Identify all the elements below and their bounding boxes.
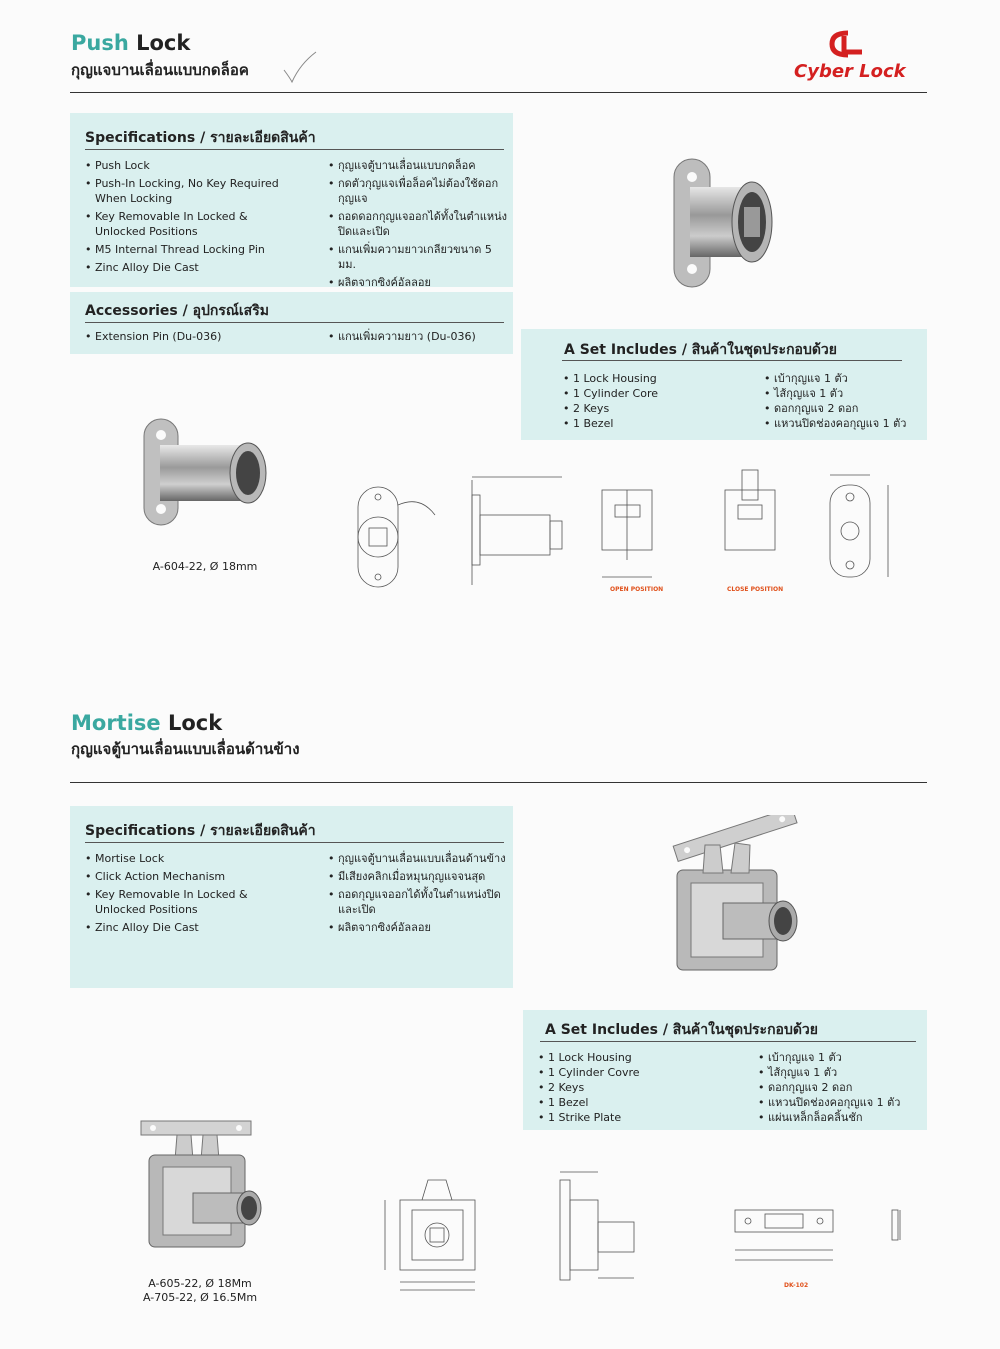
push-specs-title: Specifications / รายละเอียดสินค้า [85, 130, 316, 146]
mortise-lock-subtitle: กุญแจตู้บานเลื่อนแบบเลื่อนด้านข้าง [71, 740, 300, 758]
push-lock-subtitle: กุญแจบานเลื่อนแบบกดล็อค [71, 61, 249, 79]
list-item: • Push-In Locking, No Key Required When Locking [85, 176, 290, 206]
list-item: • 1 Strike Plate [538, 1110, 728, 1125]
cyber-lock-logo-icon [826, 30, 864, 60]
list-item: • ถอดดอกกุญแจออกได้ทั้งในตำแหน่งปิดและเปิด [328, 209, 508, 239]
list-item: • Zinc Alloy Die Cast [85, 920, 295, 935]
accessories-en-list [85, 329, 305, 347]
list-item: • กุญแจตู้บานเลื่อนแบบกดล็อค [328, 158, 508, 173]
header-divider [70, 92, 927, 93]
mortise-lock-technical-drawing [360, 1160, 925, 1300]
title-accent: Push [71, 31, 129, 55]
push-specs-en-list [85, 158, 290, 278]
list-item: • แหวนปิดช่องคอกุญแจ 1 ตัว [764, 416, 924, 431]
list-item: • 1 Bezel [538, 1095, 728, 1110]
list-item: • 1 Cylinder Covre [538, 1065, 728, 1080]
open-position-label: OPEN POSITION [610, 586, 664, 593]
close-position-label: CLOSE POSITION [727, 586, 784, 593]
list-item: • เบ้ากุญแจ 1 ตัว [758, 1050, 923, 1065]
accessories-title: Accessories / อุปกรณ์เสริม [85, 303, 269, 319]
list-item: • ไส้กุญแจ 1 ตัว [764, 386, 924, 401]
cyber-lock-logo-text: Cyber Lock [794, 61, 906, 82]
mortise-lock-title [71, 711, 222, 735]
push-specs-th-list [328, 158, 508, 293]
mortise-specs-title: Specifications / รายละเอียดสินค้า [85, 823, 316, 839]
list-item: • ถอดกุญแจออกได้ทั้งในตำแหน่งปิดและเปิด [328, 887, 508, 917]
list-item: • Click Action Mechanism [85, 869, 295, 884]
title-rest: Lock [160, 711, 223, 735]
mortise-caption-1: A-605-22, Ø 18Mm [148, 1277, 252, 1290]
list-item: • M5 Internal Thread Locking Pin [85, 242, 290, 257]
mortise-specs-en-list [85, 851, 295, 938]
push-set-th-list [764, 371, 924, 431]
list-item: • เบ้ากุญแจ 1 ตัว [764, 371, 924, 386]
list-item: • แกนเพิ่มความยาวเกลียวขนาด 5 มม. [328, 242, 508, 272]
list-item: • Key Removable In Locked & Unlocked Positions [85, 209, 290, 239]
push-lock-product-image-left [140, 415, 275, 530]
push-set-divider [562, 360, 902, 361]
list-item: • 2 Keys [538, 1080, 728, 1095]
title-accent: Mortise [71, 711, 161, 735]
mortise-specs-divider [85, 842, 504, 843]
push-specs-divider [85, 149, 504, 150]
mortise-lock-product-image [665, 815, 815, 980]
accessories-th-list [328, 329, 508, 347]
push-set-en-list [563, 371, 733, 431]
list-item: • 1 Bezel [563, 416, 733, 431]
list-item: • Key Removable In Locked & Unlocked Positions [85, 887, 295, 917]
list-item: • ดอกกุญแจ 2 ดอก [764, 401, 924, 416]
list-item: • Extension Pin (Du-036) [85, 329, 305, 344]
title-rest: Lock [128, 31, 191, 55]
mortise-caption-2: A-705-22, Ø 16.5Mm [142, 1291, 258, 1304]
check-mark-icon [282, 50, 318, 84]
list-item: • Push Lock [85, 158, 290, 173]
dk-102-label: DK-102 [784, 1282, 809, 1289]
list-item: • แหวนปิดช่องคอกุญแจ 1 ตัว [758, 1095, 923, 1110]
mortise-divider [70, 782, 927, 783]
list-item: • ดอกกุญแจ 2 ดอก [758, 1080, 923, 1095]
list-item: • แกนเพิ่มความยาว (Du-036) [328, 329, 508, 344]
push-lock-caption: A-604-22, Ø 18mm [152, 560, 258, 573]
accessories-divider [85, 322, 504, 323]
list-item: • แผ่นเหล็กล็อคลิ้นชัก [758, 1110, 923, 1125]
list-item: • 2 Keys [563, 401, 733, 416]
list-item: • Mortise Lock [85, 851, 295, 866]
push-lock-title [71, 31, 190, 55]
list-item: • Zinc Alloy Die Cast [85, 260, 290, 275]
mortise-lock-product-image-left [135, 1115, 270, 1255]
list-item: • กดตัวกุญแจเพื่อล็อคไม่ต้องใช้ดอกกุญแจ [328, 176, 508, 206]
list-item: • 1 Lock Housing [538, 1050, 728, 1065]
mortise-set-divider [540, 1041, 916, 1042]
list-item: • 1 Cylinder Core [563, 386, 733, 401]
mortise-set-en-list [538, 1050, 728, 1125]
list-item: • ผลิตจากซิงค์อัลลอย [328, 920, 508, 935]
list-item: • ผลิตจากซิงค์อัลลอย [328, 275, 508, 290]
list-item: • 1 Lock Housing [563, 371, 733, 386]
push-set-title: A Set Includes / สินค้าในชุดประกอบด้วย [564, 342, 837, 358]
mortise-specs-th-list [328, 851, 508, 938]
push-lock-product-image [670, 155, 780, 295]
mortise-set-title: A Set Includes / สินค้าในชุดประกอบด้วย [545, 1022, 818, 1038]
list-item: • มีเสียงคลิกเมื่อหมุนกุญแจจนสุด [328, 869, 508, 884]
list-item: • กุญแจตู้บานเลื่อนแบบเลื่อนด้านข้าง [328, 851, 508, 866]
list-item: • ไส้กุญแจ 1 ตัว [758, 1065, 923, 1080]
mortise-set-th-list [758, 1050, 923, 1125]
